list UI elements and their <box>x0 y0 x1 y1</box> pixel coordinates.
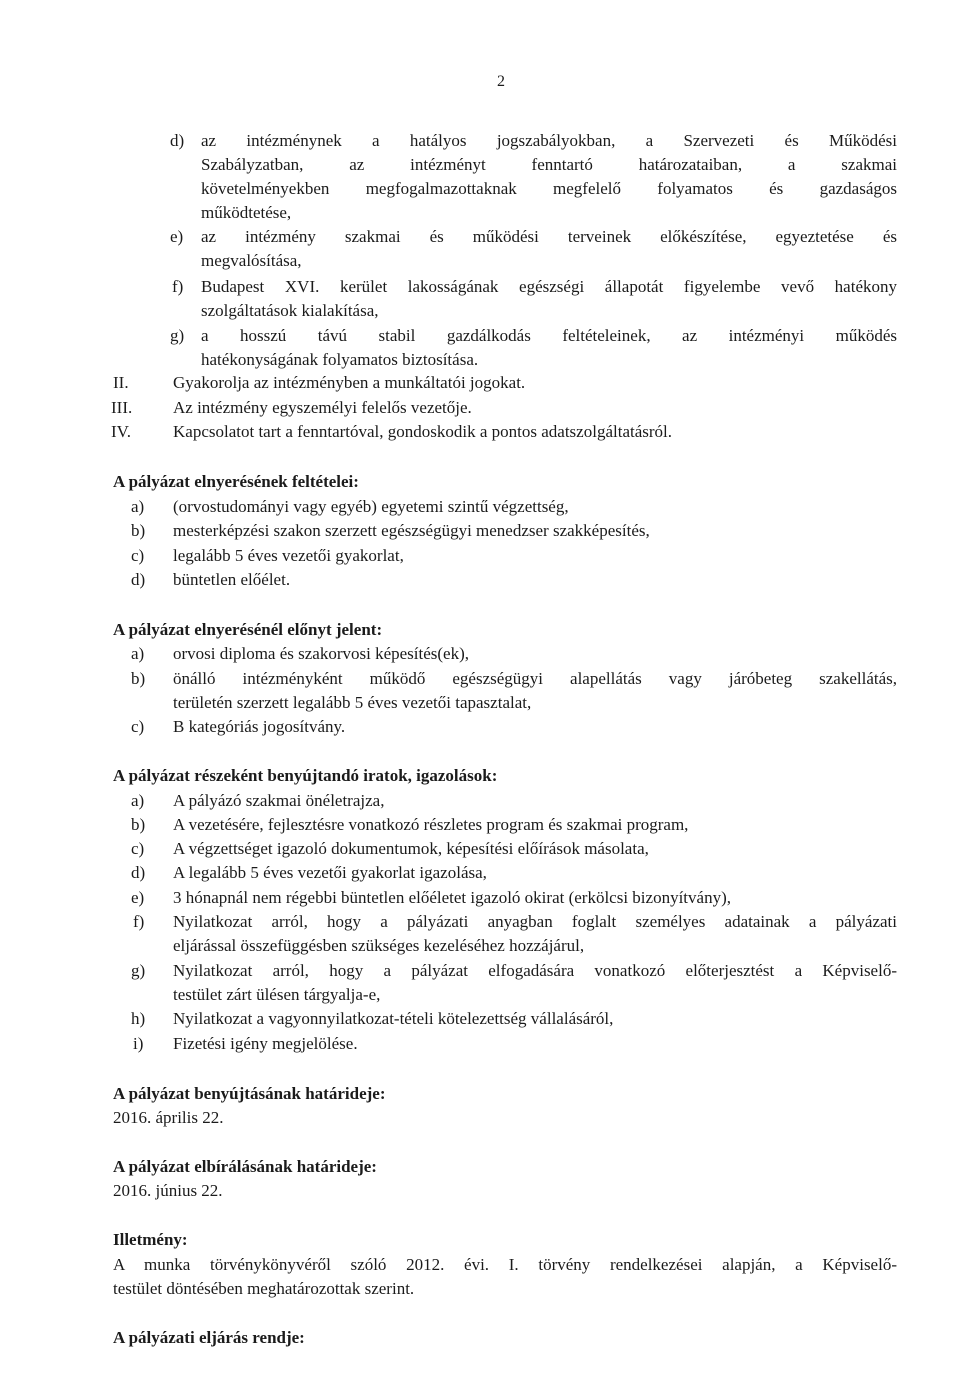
list-item: A végzettséget igazoló dokumentumok, képesítési előírások másolata, <box>173 839 649 858</box>
duty-marker: d) <box>170 131 185 150</box>
roman-marker: IV. <box>111 422 131 441</box>
list-item: Nyilatkozat arról, hogy a pályázati anyagban foglalt személyes adatainak a pályázati <box>173 912 897 931</box>
section-heading: A pályázat elnyerésénél előnyt jelent: <box>113 620 383 639</box>
list-item: Nyilatkozat arról, hogy a pályázat elfogadására vonatkozó előterjesztést a Képviselő- <box>173 961 897 980</box>
section-heading: A pályázati eljárás rendje: <box>113 1328 305 1347</box>
duty-line: működtetése, <box>201 203 292 222</box>
list-item: 3 hónapnál nem régebbi büntetlen előéletet igazoló okirat (erkölcsi bizonyítvány), <box>173 888 731 907</box>
duty-line: Budapest XVI. kerület lakosságának egészségi állapotát figyelembe vevő hatékony <box>201 277 897 296</box>
list-item-continuation: testület zárt ülésen tárgyalja-e, <box>173 985 381 1004</box>
list-marker: a) <box>131 791 145 810</box>
list-item: Fizetési igény megjelölése. <box>173 1034 358 1053</box>
roman-marker: II. <box>113 373 129 392</box>
list-marker: d) <box>131 570 146 589</box>
list-marker: b) <box>131 815 146 834</box>
list-marker: c) <box>131 717 145 736</box>
duty-line: megvalósítása, <box>201 251 302 270</box>
list-marker: e) <box>131 888 145 907</box>
list-marker: g) <box>131 961 146 980</box>
section-heading: A pályázat elbírálásának határideje: <box>113 1157 377 1176</box>
list-marker: h) <box>131 1009 146 1028</box>
list-marker: c) <box>131 546 145 565</box>
duty-line: az intézménynek a hatályos jogszabályokban, a Szervezeti és Működési <box>201 131 897 150</box>
list-marker: b) <box>131 669 146 688</box>
duty-marker: g) <box>170 326 185 345</box>
list-marker: a) <box>131 644 145 663</box>
duty-line: hatékonyságának folyamatos biztosítása. <box>201 350 479 369</box>
list-item: önálló intézményként működő egészségügyi alapellátás vagy járóbeteg szakellátás, <box>173 669 897 688</box>
deadline-date: 2016. június 22. <box>113 1181 223 1200</box>
list-marker: d) <box>131 863 146 882</box>
duty-line: a hosszú távú stabil gazdálkodás feltételeinek, az intézményi működés <box>201 326 897 345</box>
list-item: B kategóriás jogosítvány. <box>173 717 346 736</box>
list-item: A vezetésére, fejlesztésre vonatkozó részletes program és szakmai program, <box>173 815 689 834</box>
list-item-continuation: eljárással összefüggésben szükséges kezeléséhez hozzájárul, <box>173 936 585 955</box>
list-item: legalább 5 éves vezetői gyakorlat, <box>173 546 404 565</box>
salary-text: A munka törvénykönyvéről szóló 2012. évi. I. törvény rendelkezései alapján, a Képviselő- <box>113 1255 897 1274</box>
duty-marker: f) <box>172 277 184 296</box>
roman-text: Az intézmény egyszemélyi felelős vezetője. <box>173 398 472 417</box>
list-item: A legalább 5 éves vezetői gyakorlat igazolása, <box>173 863 487 882</box>
page-number: 2 <box>497 73 505 90</box>
section-heading: A pályázat elnyerésének feltételei: <box>113 472 359 491</box>
duty-line: szolgáltatások kialakítása, <box>201 301 379 320</box>
duty-line: az intézmény szakmai és működési terveinek előkészítése, egyeztetése és <box>201 227 897 246</box>
salary-text: testület döntésében meghatározottak szerint. <box>113 1279 415 1298</box>
roman-text: Gyakorolja az intézményben a munkáltatói jogokat. <box>173 373 526 392</box>
duty-line: követelményekben megfogalmazottaknak megfelelő folyamatos és gazdaságos <box>201 179 897 198</box>
list-marker: a) <box>131 497 145 516</box>
deadline-date: 2016. április 22. <box>113 1108 224 1127</box>
list-item: Nyilatkozat a vagyonnyilatkozat-tételi kötelezettség vállalásáról, <box>173 1009 614 1028</box>
list-item: büntetlen előélet. <box>173 570 291 589</box>
list-item: orvosi diploma és szakorvosi képesítés(ek), <box>173 644 470 663</box>
list-marker: c) <box>131 839 145 858</box>
list-marker: i) <box>133 1034 144 1053</box>
section-heading: Illetmény: <box>113 1230 188 1249</box>
duty-line: Szabályzatban, az intézményt fenntartó határozataiban, a szakmai <box>201 155 897 174</box>
list-marker: f) <box>133 912 145 931</box>
list-item: A pályázó szakmai önéletrajza, <box>173 791 385 810</box>
list-item: mesterképzési szakon szerzett egészségügyi menedzser szakképesítés, <box>173 521 650 540</box>
roman-marker: III. <box>111 398 133 417</box>
duty-marker: e) <box>170 227 184 246</box>
section-heading: A pályázat részeként benyújtandó iratok, igazolások: <box>113 766 498 785</box>
roman-text: Kapcsolatot tart a fenntartóval, gondoskodik a pontos adatszolgáltatásról. <box>173 422 673 441</box>
section-heading: A pályázat benyújtásának határideje: <box>113 1084 386 1103</box>
list-marker: b) <box>131 521 146 540</box>
list-item-continuation: területén szerzett legalább 5 éves vezetői tapasztalat, <box>173 693 532 712</box>
list-item: (orvostudományi vagy egyéb) egyetemi szintű végzettség, <box>173 497 569 516</box>
